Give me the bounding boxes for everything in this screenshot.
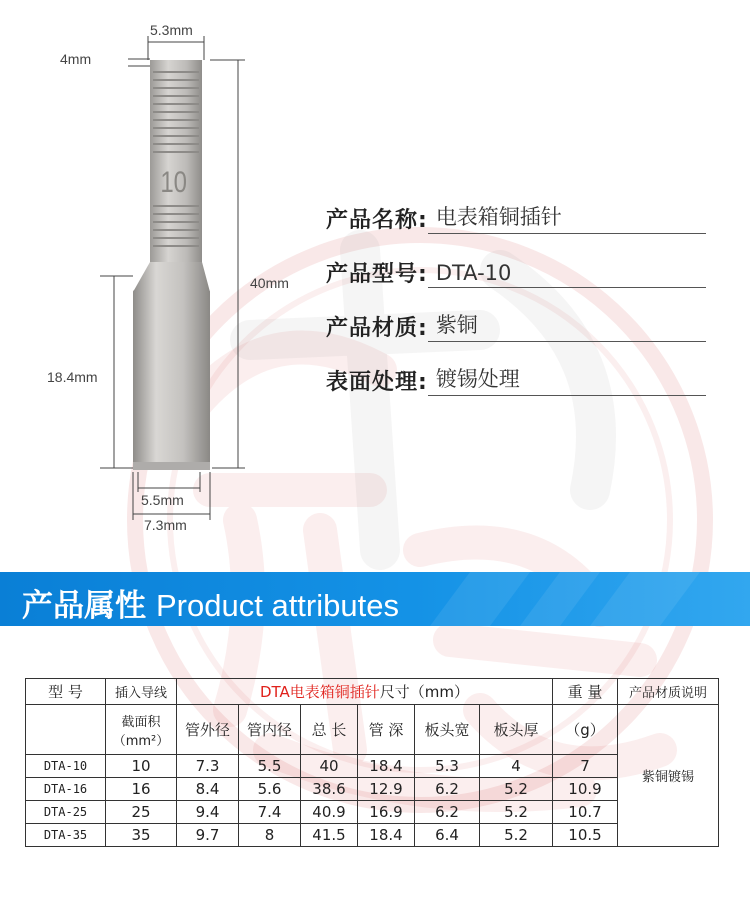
header-model: 型 号 [26,679,106,705]
cell-depth: 18.4 [358,755,415,778]
cell-outer: 7.3 [177,755,239,778]
header-col: 板头宽 [415,705,480,755]
header-cross-section [106,705,177,755]
table-row [26,824,719,847]
cell-model: DTA-25 [26,801,106,824]
header-size [177,679,553,705]
cell-head-thickness: 4 [480,755,553,778]
info-row-surface [326,360,706,396]
info-label: 产品型号: [326,262,428,287]
info-value: 电表箱铜插针 [428,201,706,234]
header-insert-wire: 插入导线 [106,679,177,705]
cell-head-width: 5.3 [415,755,480,778]
info-value: 紫铜 [428,309,706,342]
banner-title-cn: 产品属性 [22,588,146,624]
dim-tube-outer: 7.3mm [144,517,187,533]
cell-weight: 10.5 [553,824,618,847]
section-banner [0,572,750,626]
material-cell: 紫铜镀锡 [618,705,719,847]
info-value: DTA-10 [428,261,706,288]
cell-length: 40.9 [301,801,358,824]
table-row [26,778,719,801]
cell-section: 25 [106,801,177,824]
dim-top-width: 5.3mm [150,22,193,38]
dim-tube-depth: 18.4mm [47,369,98,385]
cell-length: 40 [301,755,358,778]
cell-head-thickness: 5.2 [480,801,553,824]
info-value: 镀锡处理 [428,363,706,396]
cell-model: DTA-10 [26,755,106,778]
info-row-material [326,306,706,342]
pin-tube [133,290,210,468]
dim-total-length: 40mm [250,275,289,291]
header-weight-unit: （g） [553,705,618,755]
info-label: 表面处理: [326,370,428,395]
cell-outer: 9.7 [177,824,239,847]
cell-outer: 8.4 [177,778,239,801]
banner-title [22,580,399,625]
cell-head-width: 6.2 [415,801,480,824]
cell-inner: 5.6 [239,778,301,801]
cell-section: 16 [106,778,177,801]
table-row [26,801,719,824]
dim-tube-inner: 5.5mm [141,492,184,508]
info-row-model [326,252,706,288]
cell-model: DTA-35 [26,824,106,847]
header-material: 产品材质说明 [618,679,719,705]
dim-top-thickness: 4mm [60,51,92,67]
spec-table [25,678,719,847]
pin-marking: 10 [160,166,188,199]
cell-weight: 7 [553,755,618,778]
cell-inner: 7.4 [239,801,301,824]
cell-head-width: 6.4 [415,824,480,847]
info-row-name [326,198,706,234]
cross-section-label: 截面积 [121,714,161,730]
cell-weight: 10.9 [553,778,618,801]
header-size-unit: 尺寸（mm） [379,683,470,701]
cell-model: DTA-16 [26,778,106,801]
header-col: 管 深 [358,705,415,755]
pin-shoulder [133,262,210,292]
cell-head-thickness: 5.2 [480,778,553,801]
cross-section-unit: （mm²） [112,733,170,749]
header-size-title: DTA电表箱铜插针 [259,683,380,701]
cell-section: 35 [106,824,177,847]
cell-section: 10 [106,755,177,778]
cell-depth: 12.9 [358,778,415,801]
banner-title-en: Product attributes [156,588,399,623]
table-row [26,755,719,778]
header-weight: 重 量 [553,679,618,705]
info-label: 产品材质: [326,316,428,341]
cell-length: 38.6 [301,778,358,801]
cell-depth: 16.9 [358,801,415,824]
cell-head-thickness: 5.2 [480,824,553,847]
header-col: 总 长 [301,705,358,755]
header-col: 板头厚 [480,705,553,755]
info-label: 产品名称: [326,208,428,233]
cell-inner: 5.5 [239,755,301,778]
cell-outer: 9.4 [177,801,239,824]
header-col: 管外径 [177,705,239,755]
cell-head-width: 6.2 [415,778,480,801]
cell-weight: 10.7 [553,801,618,824]
header-model-blank [26,705,106,755]
header-col: 管内径 [239,705,301,755]
cell-length: 41.5 [301,824,358,847]
pin-tube-end [133,462,210,470]
cell-inner: 8 [239,824,301,847]
cell-depth: 18.4 [358,824,415,847]
